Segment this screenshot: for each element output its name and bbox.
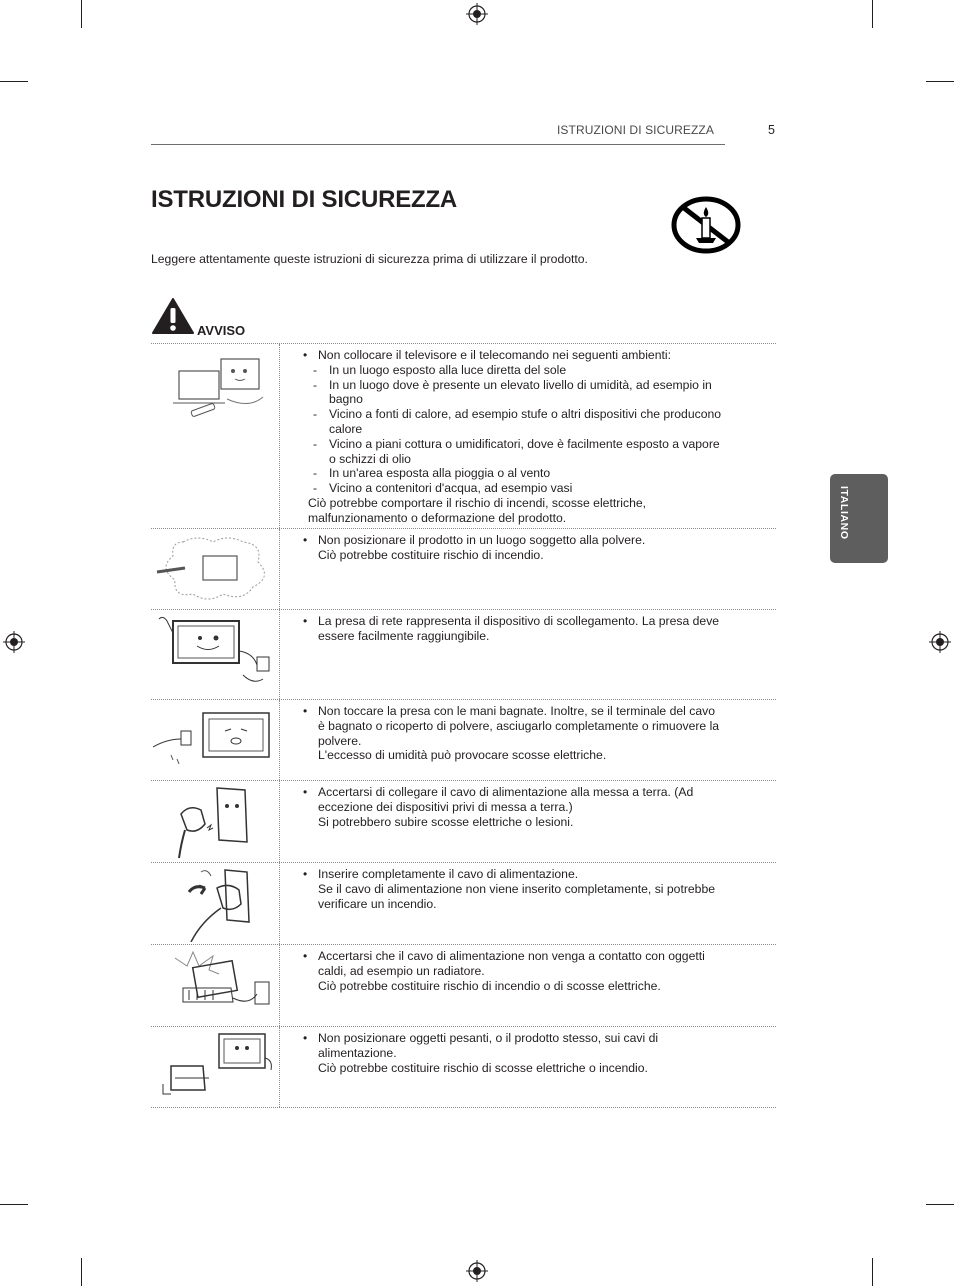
row-bullet: • Non toccare la presa con le mani bagnate. Inoltre, se il terminale del cavo	[300, 704, 760, 719]
row-illustration	[151, 781, 280, 862]
row-line: eccezione dei dispositivi privi di messa a terra.)	[318, 799, 573, 814]
registration-mark-icon	[929, 631, 951, 653]
wet-hands-illustration	[153, 703, 277, 777]
safety-row	[151, 528, 776, 609]
row-text	[300, 533, 760, 563]
list-item: - Vicino a fonti di calore, ad esempio stufe o altri dispositivi che producono	[313, 407, 722, 422]
list-item: - Vicino a piani cottura o umidificatori, dove è facilmente esposto a vapore	[313, 436, 720, 451]
list-item-continued: calore	[329, 421, 363, 436]
no-candle-icon	[671, 196, 741, 254]
crop-mark	[926, 81, 954, 82]
row-illustration	[151, 344, 280, 528]
row-line: essere facilmente raggiungibile.	[318, 628, 490, 643]
language-tab	[830, 474, 888, 563]
row-bullet: • La presa di rete rappresenta il dispositivo di scollegamento. La presa deve	[300, 614, 760, 629]
row-text	[300, 614, 760, 644]
page-number: 5	[768, 123, 775, 137]
warning-triangle-icon	[151, 297, 195, 335]
list-item-continued: o schizzi di olio	[329, 451, 411, 466]
row-line: polvere.	[318, 733, 362, 748]
header-divider	[151, 144, 725, 145]
warning-label: AVVISO	[197, 323, 246, 338]
row-bullet: • Accertarsi di collegare il cavo di alimentazione alla messa a terra. (Ad	[300, 785, 760, 800]
row-text	[300, 949, 760, 993]
row-line: verificare un incendio.	[318, 896, 437, 911]
list-item: - Vicino a contenitori d'acqua, ad esempio vasi	[313, 481, 573, 496]
row-illustration	[151, 1027, 280, 1107]
row-text	[300, 867, 760, 911]
row-line: Ciò potrebbe costituire rischio di incendio o di scosse elettriche.	[318, 978, 661, 993]
list-item: - In un luogo esposto alla luce diretta del sole	[313, 362, 567, 377]
row-illustration	[151, 610, 280, 699]
list-item: - In un luogo dove è presente un elevato livello di umidità, ad esempio in	[313, 377, 712, 392]
tv-environment-illustration	[153, 347, 277, 427]
row-illustration	[151, 863, 280, 944]
row-line: Ciò potrebbe costituire rischio di scosse elettriche o incendio.	[318, 1060, 648, 1075]
dust-tv-illustration	[153, 532, 277, 606]
row-bullet: • Non posizionare oggetti pesanti, o il prodotto stesso, sui cavi di	[300, 1031, 760, 1046]
registration-mark-icon	[3, 631, 25, 653]
row-line: Se il cavo di alimentazione non viene inserito completamente, si potrebbe	[318, 881, 715, 896]
row-text	[300, 785, 760, 829]
row-line: Si potrebbero subire scosse elettriche o lesioni.	[318, 814, 574, 829]
crop-mark	[81, 0, 82, 28]
safety-row	[151, 699, 776, 780]
running-header: ISTRUZIONI DI SICUREZZA	[557, 123, 714, 137]
page-title: ISTRUZIONI DI SICUREZZA	[151, 186, 458, 213]
safety-row	[151, 944, 776, 1026]
row-bullet: • Non collocare il televisore e il telecomando nei seguenti ambienti:	[300, 348, 760, 363]
heavy-objects-illustration	[153, 1030, 277, 1104]
plug-accessible-illustration	[153, 613, 277, 693]
hot-objects-illustration	[153, 948, 277, 1024]
row-text	[300, 704, 760, 763]
insert-plug-illustration	[153, 866, 277, 942]
safety-row	[151, 1026, 776, 1108]
row-illustration	[151, 945, 280, 1026]
safety-row	[151, 862, 776, 944]
list-item: - In un'area esposta alla pioggia o al vento	[313, 466, 551, 481]
safety-row	[151, 780, 776, 862]
crop-mark	[872, 0, 873, 28]
row-note: malfunzionamento o deformazione del prodotto.	[308, 510, 567, 525]
row-line: caldi, ad esempio un radiatore.	[318, 963, 485, 978]
crop-mark	[872, 1258, 873, 1286]
crop-mark	[81, 1258, 82, 1286]
row-bullet: • Non posizionare il prodotto in un luogo soggetto alla polvere.	[300, 533, 760, 548]
language-tab-label: ITALIANO	[838, 486, 850, 540]
safety-table	[151, 343, 776, 1108]
row-bullet: • Inserire completamente il cavo di alimentazione.	[300, 867, 760, 882]
row-bullet: • Accertarsi che il cavo di alimentazione non venga a contatto con oggetti	[300, 949, 760, 964]
crop-mark	[926, 1204, 954, 1205]
crop-mark	[0, 1204, 28, 1205]
row-note: Ciò potrebbe comportare il rischio di incendi, scosse elettriche,	[308, 495, 647, 510]
safety-row	[151, 609, 776, 699]
row-line: Ciò potrebbe costituire rischio di incendio.	[318, 547, 544, 562]
row-line: alimentazione.	[318, 1045, 397, 1060]
ground-outlet-illustration	[153, 784, 277, 860]
row-illustration	[151, 529, 280, 609]
safety-row	[151, 343, 776, 528]
registration-mark-icon	[466, 3, 488, 25]
registration-mark-icon	[466, 1260, 488, 1282]
crop-mark	[0, 81, 28, 82]
row-line: L'eccesso di umidità può provocare scosse elettriche.	[318, 748, 607, 763]
row-line: è bagnato o ricoperto di polvere, asciugarlo completamente o rimuovere la	[318, 718, 720, 733]
row-illustration	[151, 700, 280, 780]
row-text	[300, 1031, 760, 1075]
intro-text: Leggere attentamente queste istruzioni di sicurezza prima di utilizzare il prodotto.	[151, 252, 588, 266]
list-item-continued: bagno	[329, 392, 363, 407]
row-text	[300, 348, 760, 526]
